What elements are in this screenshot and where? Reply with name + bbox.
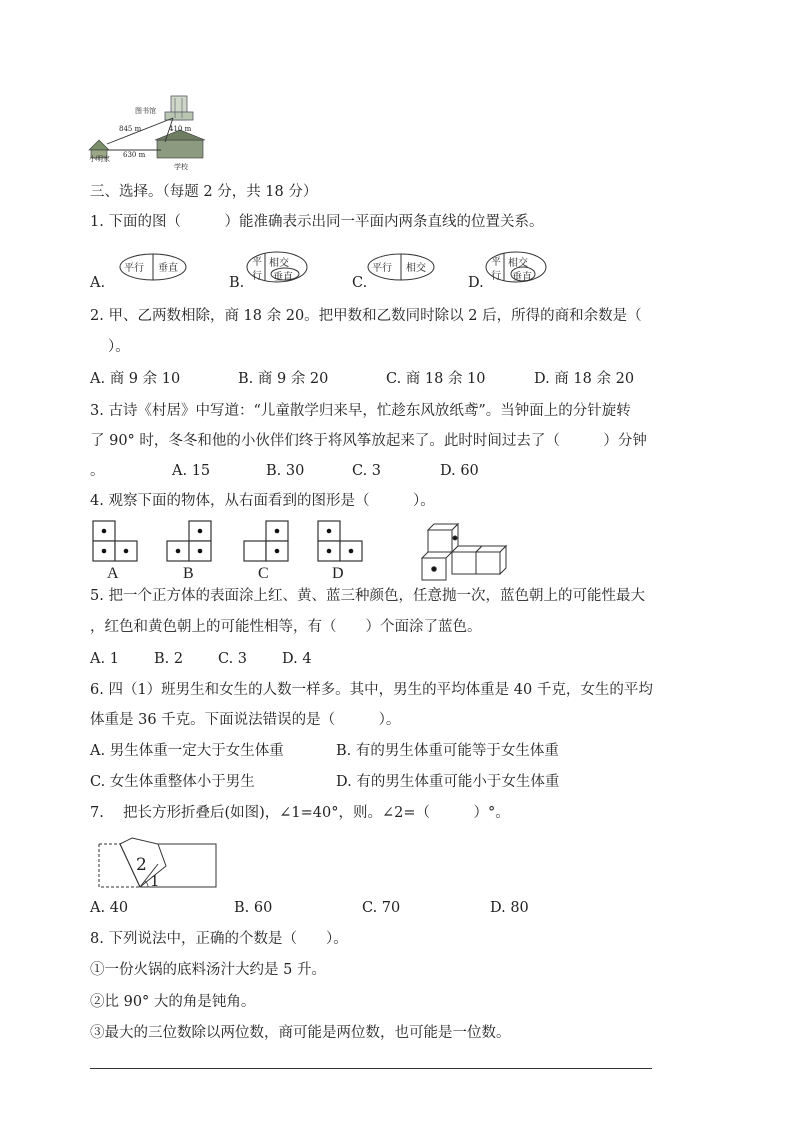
q1-figure-a <box>118 252 188 282</box>
map-home-label: 小明家 <box>89 155 110 163</box>
q1-figure-c <box>366 252 436 282</box>
q4-label-b: B <box>183 565 194 582</box>
q3-option-b: B. 30 <box>266 463 305 479</box>
school-building <box>157 140 203 158</box>
q5-option-a: A. 1 <box>90 651 119 667</box>
q8-stem: 8. 下列说法中，正确的个数是（ ）。 <box>90 931 348 947</box>
map-school-label: 学校 <box>174 163 188 171</box>
q7-option-b: B. 60 <box>234 900 273 916</box>
map-distance-3: 630 m <box>123 151 146 159</box>
q1-d-xing: 行 <box>491 271 501 282</box>
q5-option-d: D. 4 <box>282 651 312 667</box>
q6-option-d: D. 有的男生体重可能小于女生体重 <box>336 774 560 790</box>
q1-figure-b <box>245 250 309 284</box>
q6-stem-line2: 体重是 36 千克。下面说法错误的是（ ）。 <box>90 712 401 728</box>
q1-a-left: 平行 <box>124 263 144 274</box>
q5-option-b: B. 2 <box>154 651 184 667</box>
q2-stem-line1: 2. 甲、乙两数相除，商 18 余 20。把甲数和乙数同时除以 2 后，所得的商和余数是（ <box>90 308 642 324</box>
q1-c-right: 相交 <box>406 263 426 274</box>
q5-option-c: C. 3 <box>218 651 248 667</box>
q4-figures <box>90 518 510 584</box>
q1-label-c: C. <box>352 275 368 291</box>
q1-c-left: 平行 <box>372 263 392 274</box>
q1-b-chuizhi: 垂直 <box>273 272 293 283</box>
q4-label-a: A <box>107 565 119 582</box>
q3-option-a: A. 15 <box>172 463 211 479</box>
q1-stem: 1. 下面的图（ ）能准确表示出同一平面内两条直线的位置关系。 <box>90 214 544 230</box>
q2-option-c: C. 商 18 余 10 <box>386 371 486 387</box>
q3-stem-line3: 。 <box>90 463 105 479</box>
q2-option-a: A. 商 9 余 10 <box>90 371 181 387</box>
q6-option-a: A. 男生体重一定大于女生体重 <box>90 743 284 759</box>
q4-label-c: C <box>258 565 269 582</box>
q1-figure-d <box>484 250 548 284</box>
q6-option-c: C. 女生体重整体小于男生 <box>90 774 255 790</box>
q4-label-d: D <box>332 565 344 582</box>
q1-label-d: D. <box>468 275 484 291</box>
q2-stem-line2: ）。 <box>108 339 130 355</box>
q7-stem: 7. 把长方形折叠后(如图)，∠1=40°，则。∠2=（ ）°。 <box>90 805 510 821</box>
q6-stem-line1: 6. 四（1）班男生和女生的人数一样多。其中，男生的平均体重是 40 千克，女生的平均 <box>90 682 653 698</box>
q7-angle2-label: 2 <box>136 855 147 875</box>
q1-b-xing: 行 <box>252 271 262 282</box>
q1-b-xiangjiao: 相交 <box>269 258 289 269</box>
q4-3d-object <box>422 524 506 580</box>
map-distance-1: 845 m <box>119 125 142 133</box>
q6-option-b: B. 有的男生体重可能等于女生体重 <box>336 743 559 759</box>
q4-figure-d <box>318 521 362 561</box>
q7-option-d: D. 80 <box>490 900 529 916</box>
q2-option-d: D. 商 18 余 20 <box>534 371 635 387</box>
q7-option-a: A. 40 <box>90 900 129 916</box>
q4-figure-b <box>167 521 211 561</box>
q1-a-right: 垂直 <box>158 263 178 274</box>
q7-angle1-label: 1 <box>150 872 160 890</box>
q4-figure-c <box>244 521 288 561</box>
map-distance-2: 410 m <box>169 125 192 133</box>
map-figure <box>85 92 215 172</box>
footer-rule <box>90 1068 652 1069</box>
q2-option-b: B. 商 9 余 20 <box>238 371 329 387</box>
q1-d-chuizhi: 垂直 <box>512 272 532 283</box>
q1-label-b: B. <box>229 275 245 291</box>
q5-stem-line2: ，红色和黄色朝上的可能性相等，有（ ）个面涂了蓝色。 <box>90 619 482 635</box>
q5-stem-line1: 5. 把一个正方体的表面涂上红、黄、蓝三种颜色，任意抛一次，蓝色朝上的可能性最大 <box>90 588 645 604</box>
q3-stem-line1: 3. 古诗《村居》中写道：“儿童散学归来早，忙趁东风放纸鸢”。当钟面上的分针旋转 <box>90 403 631 419</box>
q4-stem: 4. 观察下面的物体，从右面看到的图形是（ ）。 <box>90 493 435 509</box>
q8-item-1: ①一份火锅的底料汤汁大约是 5 升。 <box>90 962 326 978</box>
q3-option-c: C. 3 <box>352 463 382 479</box>
q7-option-c: C. 70 <box>362 900 401 916</box>
q1-d-xiangjiao: 相交 <box>508 258 528 269</box>
q8-item-2: ②比 90° 大的角是钝角。 <box>90 994 256 1010</box>
q1-b-ping: 平 <box>252 257 262 268</box>
q4-figure-a <box>93 521 137 561</box>
section-title: 三、选择。（每题 2 分，共 18 分） <box>90 184 318 200</box>
q1-label-a: A. <box>90 275 106 291</box>
q3-stem-line2: 了 90° 时，冬冬和他的小伙伴们终于将风筝放起来了。此时时间过去了（ ）分钟 <box>90 433 647 449</box>
q7-figure <box>96 836 220 890</box>
map-library-label: 图书馆 <box>135 107 156 115</box>
q3-option-d: D. 60 <box>440 463 479 479</box>
q8-item-3: ③最大的三位数除以两位数，商可能是两位数，也可能是一位数。 <box>90 1025 511 1041</box>
q1-d-ping: 平 <box>491 257 501 268</box>
house-icon <box>89 140 109 150</box>
